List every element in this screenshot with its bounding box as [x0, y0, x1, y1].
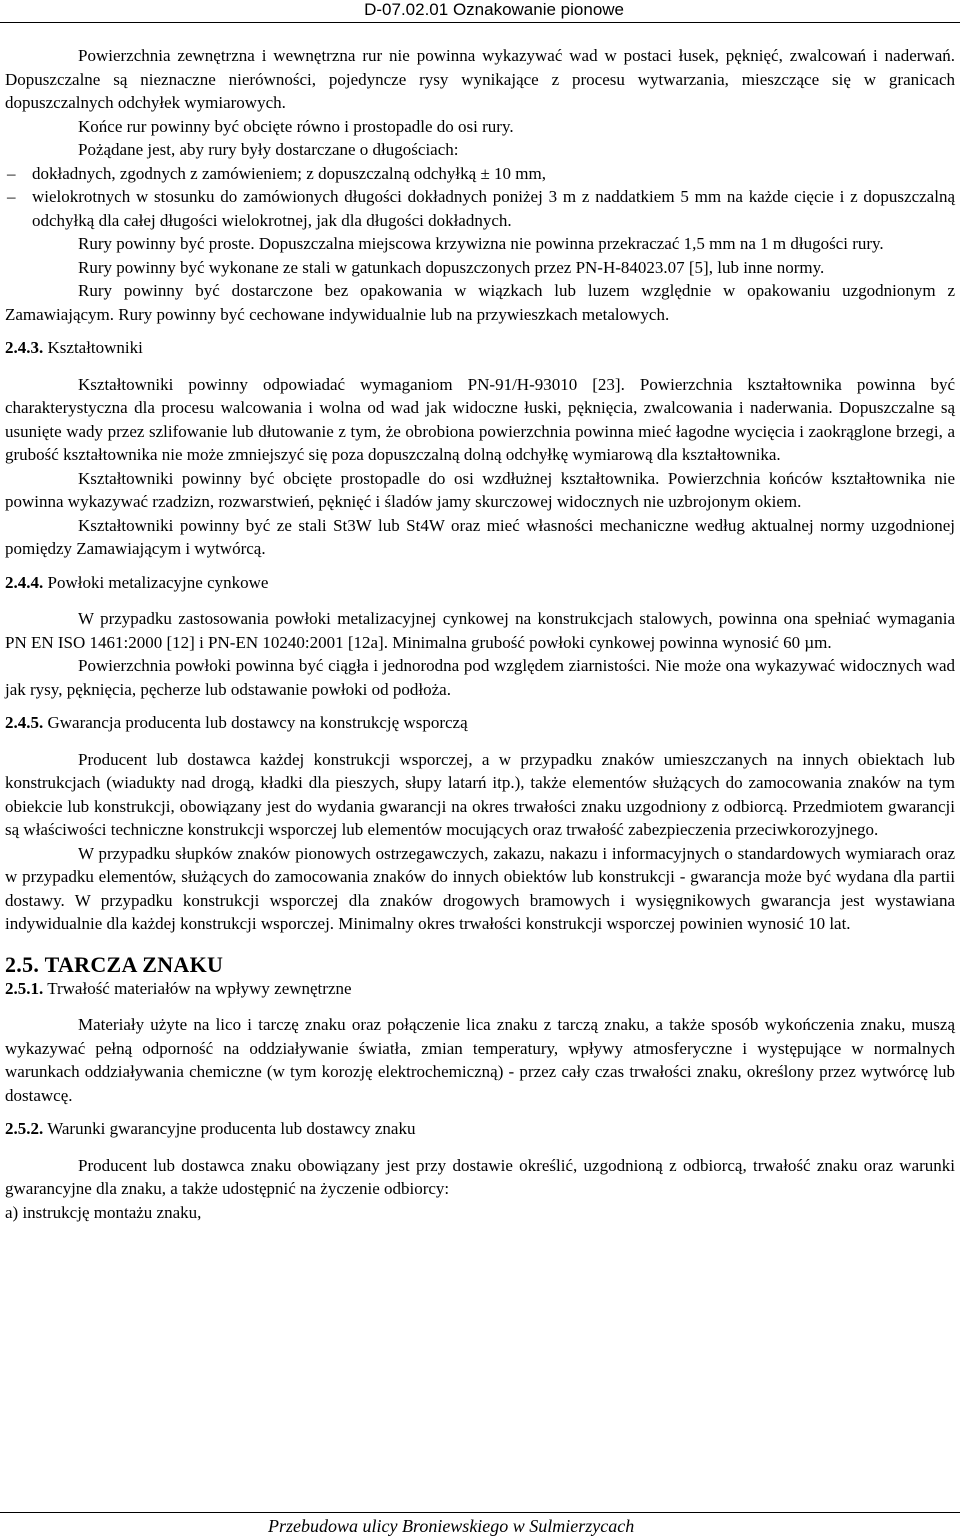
footer-text: Przebudowa ulicy Broniewskiego w Sulmierzycach	[268, 1516, 635, 1536]
section-title: Kształtowniki	[47, 338, 143, 357]
paragraph-pipe-delivery: Rury powinny być dostarczone bez opakowania w wiązkach lub luzem względnie w opakowaniu uzgodnionym z Zamawiającym. Rury powinny być cechowane indywidualnie lub na przywieszkach metalowych.	[5, 281, 955, 324]
section-number: 2.4.3.	[5, 338, 44, 357]
list-item-multiple-lengths	[5, 185, 955, 232]
section-number: 2.5.1.	[5, 978, 44, 998]
paragraph-pipe-steel: Rury powinny być wykonane ze stali w gatunkach dopuszczonych przez PN-H-84023.07 [5], lub inne normy.	[78, 257, 825, 277]
section-number: 2.5.2.	[5, 1119, 44, 1138]
list-item-installation: a) instrukcję montażu znaku,	[5, 1202, 202, 1222]
paragraph-support-warranty: Producent lub dostawca każdej konstrukcji wsporczej, a w przypadku znaków umieszczanych na innych obiektach lub konstrukcjach (wiadukty nad drogą, kładki dla pieszych, słupy latarń itp.), także elementów służących do zamocowania znaków na tym obiekcie lub konstrukcji, obowiązany jest do wydania gwarancji na okres trwałości znaku uzgodniony z odbiorcą. Przedmiotem gwarancji są właściwości techniczne konstrukcji wsporczej lub elementów mocujących oraz trwałość zabezpieczenia przeciwkorozyjnego.	[5, 749, 955, 839]
list-item-exact-lengths	[5, 162, 955, 186]
paragraph-pipe-straightness: Rury powinny być proste. Dopuszczalna miejscowa krzywizna nie powinna przekraczać 1,5 mm na 1 m długości rury.	[78, 234, 884, 253]
paragraph-sign-warranty: Producent lub dostawca znaku obowiązany jest przy dostawie określić, uzgodnioną z odbiorcą, trwałość znaku oraz warunki gwarancyjne dla znaku, a także udostępnić na życzenie odbiorcy:	[5, 1155, 955, 1198]
list-item-text: wielokrotnych w stosunku do zamówionych długości dokładnych poniżej 3 m z naddatkiem 5 mm na każde cięcie i z dopuszczalną odchyłką dla całej długości wielokrotnej, jak dla długości dokładnych.	[32, 187, 955, 230]
section-heading-2-5-2	[5, 1117, 955, 1141]
dash-bullet: –	[7, 187, 16, 206]
section-heading-2-5	[5, 953, 955, 977]
header-rule	[0, 22, 960, 23]
paragraph-coating-surface: Powierzchnia powłoki powinna być ciągła i jednorodna pod względem ziarnistości. Nie może ona wykazywać widocznych wad jak rysy, pęknięcia, pęcherze lub odstawanie powłoki od podłoża.	[5, 656, 955, 699]
section-heading-2-4-5	[5, 711, 955, 735]
section-heading-2-4-4	[5, 571, 955, 595]
section-title: 2.5. TARCZA ZNAKU	[5, 951, 224, 977]
footer-rule	[0, 1512, 960, 1513]
section-title: Gwarancja producenta lub dostawcy na konstrukcję wsporczą	[47, 713, 468, 732]
header-title: D-07.02.01 Oznakowanie pionowe	[364, 0, 624, 19]
section-number: 2.4.4.	[5, 572, 44, 592]
paragraph-pipe-lengths: Pożądane jest, aby rury były dostarczane o długościach:	[78, 140, 459, 159]
paragraph-post-warranty: W przypadku słupków znaków pionowych ostrzegawczych, zakazu, nakazu i informacyjnych o standardowych wymiarach oraz w przypadku elementów, służących do zamocowania znaków do innych obiektów lub konstrukcji - gwarancja może być wydana dla partii dostawy. W przypadku konstrukcji wsporczej dla znaków drogowych bramowych i wysięgnikowych gwarancja jest wystawiana indywidualnie dla każdej konstrukcji wsporczej. Minimalny okres trwałości konstrukcji wsporczej powinien wynosić 10 lat.	[5, 843, 955, 933]
section-number: 2.4.5.	[5, 713, 44, 732]
list-item-text: dokładnych, zgodnych z zamówieniem; z dopuszczalną odchyłką ± 10 mm,	[32, 163, 546, 183]
paragraph-profiles-cut: Kształtowniki powinny być obcięte prostopadle do osi wzdłużnej kształtownika. Powierzchnia końców kształtownika nie powinna wykazywać rzadzizn, rozwarstwień, pęknięć i śladów jamy skurczowej widocznych nie uzbrojonym okiem.	[5, 468, 955, 511]
dash-bullet: –	[7, 163, 16, 183]
paragraph-material-durability: Materiały użyte na lico i tarczę znaku oraz połączenie lica znaku z tarczą znaku, a także sposób wykończenia znaku, muszą wykazywać pełną odporność na oddziaływanie światła, zmian temperatury, wpływy atmosferyczne i występujące w normalnych warunkach oddziaływania chemiczne (w tym korozję elektrochemiczną) - przez cały czas trwałości znaku, określony przez wytwórcę lub dostawcę.	[5, 1015, 955, 1105]
paragraph-profiles-requirements: Kształtowniki powinny odpowiadać wymaganiom PN-91/H-93010 [23]. Powierzchnia kształtownika powinna być charakterystyczna dla procesu walcowania i wolna od wad jak widoczne łuski, pęknięcia, zwalcowania i naderwania. Dopuszczalne są usunięte wady przez szlifowanie lub dłutowanie z tym, że obrobiona powierzchnia powinna mieć łagodne wycięcia i zaokrąglone brzegi, a grubość kształtownika nie może zmniejszyć się poza dopuszczalną dolną odchyłkę wymiarową dla kształtownika.	[5, 374, 955, 464]
paragraph-zinc-coating: W przypadku zastosowania powłoki metalizacyjnej cynkowej na konstrukcjach stalowych, powinna ona spełniać wymagania PN EN ISO 1461:2000 [12] i PN-EN 10240:2001 [12a]. Minimalna grubość powłoki cynkowej powinna wynosić 60 µm.	[5, 609, 955, 652]
page-header	[0, 0, 960, 26]
section-title: Warunki gwarancyjne producenta lub dostawcy znaku	[47, 1119, 416, 1138]
paragraph-pipe-ends: Końce rur powinny być obcięte równo i prostopadle do osi rury.	[78, 116, 514, 136]
paragraph-profiles-steel: Kształtowniki powinny być ze stali St3W lub St4W oraz mieć własności mechaniczne według aktualnej normy uzgodnionej pomiędzy Zamawiającym i wytwórcą.	[5, 515, 955, 558]
page-footer	[0, 1512, 960, 1537]
section-heading-2-5-1	[5, 977, 955, 1001]
section-heading-2-4-3	[5, 336, 955, 360]
section-title: Powłoki metalizacyjne cynkowe	[47, 572, 269, 592]
document-body	[5, 44, 955, 1224]
section-title: Trwałość materiałów na wpływy zewnętrzne	[47, 978, 352, 998]
paragraph-pipe-surface: Powierzchnia zewnętrzna i wewnętrzna rur nie powinna wykazywać wad w postaci łusek, pęknięć, zwalcowań i naderwań. Dopuszczalne są nieznaczne nierówności, pojedyncze rysy wynikające z procesu wytwarzania, mieszczące się w granicach dopuszczalnych odchyłek wymiarowych.	[5, 46, 955, 112]
